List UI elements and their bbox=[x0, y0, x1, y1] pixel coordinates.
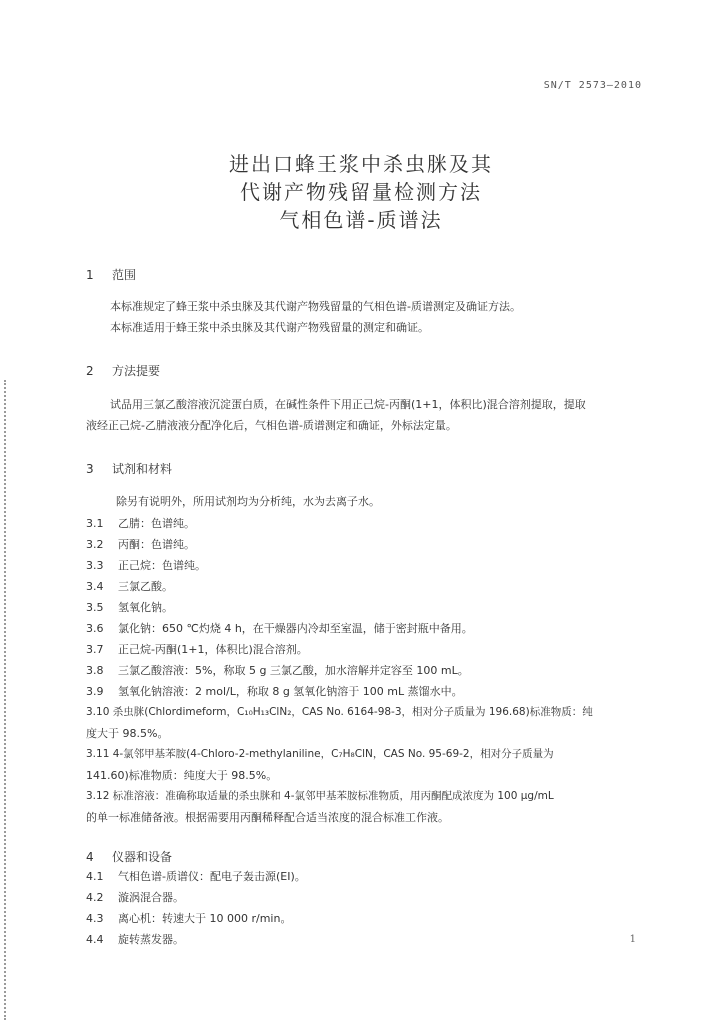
title-line-2: 代谢产物残留量检测方法 bbox=[240, 180, 482, 204]
item-text: 乙腈：色谱纯。 bbox=[118, 517, 195, 530]
item-text: 丙酮：色谱纯。 bbox=[118, 538, 195, 551]
item-text: 氢氧化钠。 bbox=[118, 601, 173, 614]
list-item bbox=[86, 639, 646, 660]
item-text: 三氯乙酸溶液：5%，称取 5 g 三氯乙酸，加水溶解并定容至 100 mL。 bbox=[118, 664, 469, 677]
paragraph: 本标准规定了蜂王浆中杀虫脒及其代谢产物残留量的气相色谱-质谱测定及确证方法。 bbox=[110, 300, 521, 313]
item-number: 3.4 bbox=[86, 580, 104, 593]
item-text: 正己烷-丙酮(1+1，体积比)混合溶剂。 bbox=[118, 643, 308, 656]
item-text: 正己烷：色谱纯。 bbox=[118, 559, 206, 572]
list-item bbox=[86, 866, 646, 887]
list-item bbox=[86, 534, 646, 555]
item-text: 氢氧化钠溶液：2 mol/L，称取 8 g 氢氧化钠溶于 100 mL 蒸馏水中。 bbox=[118, 685, 463, 698]
paragraph: 除另有说明外，所用试剂均为分析纯，水为去离子水。 bbox=[116, 495, 380, 508]
item-number: 3.8 bbox=[86, 664, 104, 677]
item-number: 3.3 bbox=[86, 559, 104, 572]
section-title: 仪器和设备 bbox=[112, 850, 173, 864]
list-item-continuation: 度大于 98.5%。 bbox=[86, 727, 169, 740]
item-text: 氯化钠：650 ℃灼烧 4 h，在干燥器内冷却至室温，储于密封瓶中备用。 bbox=[118, 622, 473, 635]
page-number: 1 bbox=[629, 934, 636, 945]
section-number: 2 bbox=[86, 364, 94, 378]
item-text: 漩涡混合器。 bbox=[118, 891, 184, 904]
paragraph: 液经正己烷-乙腈液液分配净化后，气相色谱-质谱测定和确证，外标法定量。 bbox=[86, 419, 457, 432]
list-item bbox=[86, 576, 646, 597]
item-text: 气相色谱-质谱仪：配电子轰击源(EI)。 bbox=[118, 870, 306, 883]
item-number: 4.4 bbox=[86, 933, 104, 946]
section-2-heading bbox=[86, 362, 160, 379]
standard-number: SN/T 2573—2010 bbox=[543, 80, 642, 91]
item-number: 4.3 bbox=[86, 912, 104, 925]
paragraph: 本标准适用于蜂王浆中杀虫脒及其代谢产物残留量的测定和确证。 bbox=[110, 321, 429, 334]
item-number: 3.1 bbox=[86, 517, 104, 530]
item-number: 3.7 bbox=[86, 643, 104, 656]
list-item: 3.11 4-氯邻甲基苯胺(4-Chloro-2-methylaniline，C₇H₈ClN，CAS No. 95-69-2，相对分子质量为 bbox=[86, 748, 554, 760]
list-item bbox=[86, 929, 646, 950]
section-title: 范围 bbox=[112, 268, 137, 282]
section-number: 1 bbox=[86, 268, 94, 282]
section-1-heading bbox=[86, 266, 136, 283]
section-number: 4 bbox=[86, 850, 94, 864]
section-title: 方法提要 bbox=[112, 364, 161, 378]
item-number: 3.9 bbox=[86, 685, 104, 698]
title-line-3: 气相色谱-质谱法 bbox=[279, 208, 443, 232]
section-4-heading bbox=[86, 848, 172, 865]
item-text: 离心机：转速大于 10 000 r/min。 bbox=[118, 912, 292, 925]
list-item: 3.12 标准溶液：准确称取适量的杀虫脒和 4-氯邻甲基苯胺标准物质，用丙酮配成浓度为 100 μg/mL bbox=[86, 790, 554, 802]
section-title: 试剂和材料 bbox=[112, 462, 173, 476]
list-item-continuation: 141.60)标准物质：纯度大于 98.5%。 bbox=[86, 769, 278, 782]
item-text: 旋转蒸发器。 bbox=[118, 933, 184, 946]
list-item bbox=[86, 681, 646, 702]
item-number: 4.2 bbox=[86, 891, 104, 904]
list-item bbox=[86, 887, 646, 908]
item-number: 3.6 bbox=[86, 622, 104, 635]
list-item: 3.10 杀虫脒(Chlordimeform，C₁₀H₁₃ClN₂，CAS No. 6164-98-3，相对分子质量为 196.68)标准物质：纯 bbox=[86, 706, 593, 718]
item-number: 3.2 bbox=[86, 538, 104, 551]
list-item bbox=[86, 660, 646, 681]
item-number: 4.1 bbox=[86, 870, 104, 883]
section-number: 3 bbox=[86, 462, 94, 476]
paragraph: 试品用三氯乙酸溶液沉淀蛋白质，在碱性条件下用正己烷-丙酮(1+1，体积比)混合溶剂提取，提取 bbox=[110, 398, 586, 411]
list-item-continuation: 的单一标准储备液。根据需要用丙酮稀释配合适当浓度的混合标准工作液。 bbox=[86, 811, 449, 824]
list-item bbox=[86, 555, 646, 576]
list-item bbox=[86, 597, 646, 618]
section-3-heading bbox=[86, 460, 172, 477]
scan-edge-artifact bbox=[4, 380, 12, 1020]
title-line-1: 进出口蜂王浆中杀虫脒及其 bbox=[229, 152, 493, 176]
list-item bbox=[86, 908, 646, 929]
list-item bbox=[86, 513, 646, 534]
list-item bbox=[86, 618, 646, 639]
item-number: 3.5 bbox=[86, 601, 104, 614]
item-text: 三氯乙酸。 bbox=[118, 580, 173, 593]
